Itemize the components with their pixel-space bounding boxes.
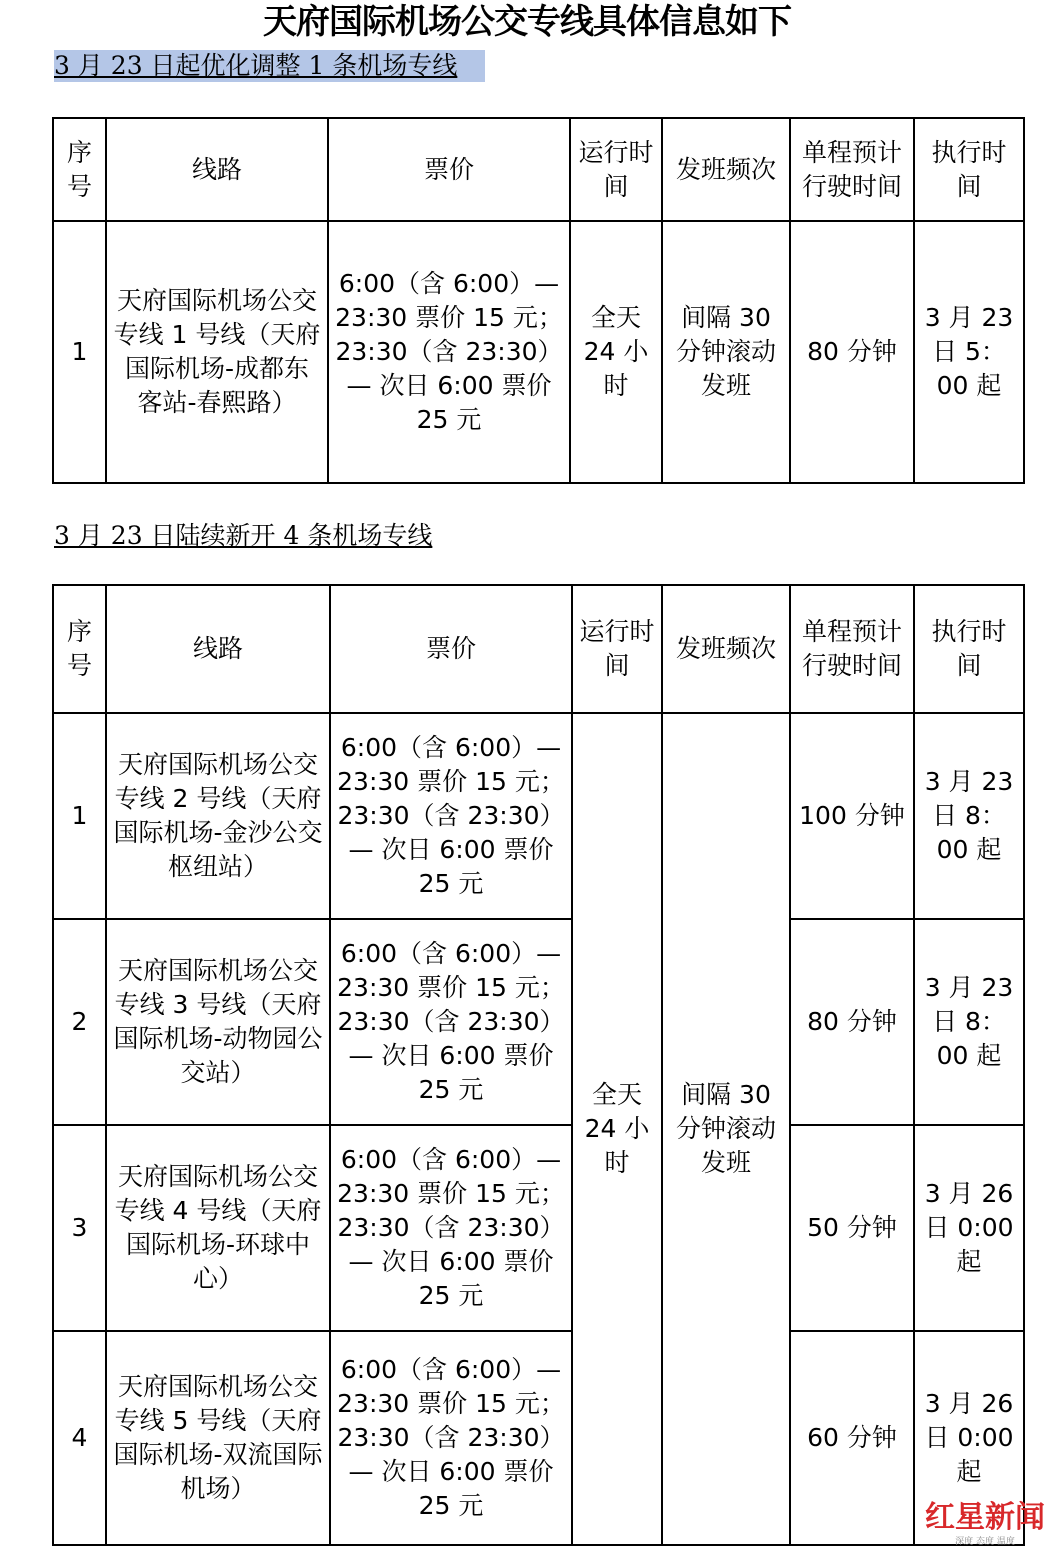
cell-fare: 6:00（含 6:00）— 23:30 票价 15 元；23:30（含 23:30）— 次日 6:00 票价 25 元 [328,221,570,483]
header-hours: 运行时间 [572,585,662,713]
table-optimized-line [52,117,1025,484]
cell-start: 3 月 23 日 5：00 起 [914,221,1024,483]
cell-duration: 60 分钟 [790,1331,914,1545]
cell-fare: 6:00（含 6:00）— 23:30 票价 15 元；23:30（含 23:30）— 次日 6:00 票价 25 元 [330,1331,572,1545]
watermark-name: 红星新闻 [925,1500,1045,1535]
cell-hours: 全天 24 小时 [572,713,662,1545]
table-row [53,221,1024,483]
cell-start: 3 月 26 日 0:00 起 [914,1125,1024,1331]
cell-start: 3 月 23 日 8：00 起 [914,713,1024,919]
cell-route: 天府国际机场公交专线 4 号线（天府国际机场-环球中心） [106,1125,330,1331]
cell-route: 天府国际机场公交专线 5 号线（天府国际机场-双流国际机场） [106,1331,330,1545]
table-header-row [53,118,1024,221]
table-row [53,713,1024,919]
cell-duration: 50 分钟 [790,1125,914,1331]
header-route: 线路 [106,118,328,221]
cell-route: 天府国际机场公交专线 1 号线（天府国际机场-成都东客站-春熙路） [106,221,328,483]
cell-fare: 6:00（含 6:00）— 23:30 票价 15 元；23:30（含 23:30）— 次日 6:00 票价 25 元 [330,1125,572,1331]
header-start: 执行时间 [914,118,1024,221]
cell-duration: 80 分钟 [790,919,914,1125]
header-no: 序号 [53,585,106,713]
page-title: 天府国际机场公交专线具体信息如下 [263,2,791,42]
cell-no: 1 [53,713,106,919]
section1-heading: 3 月 23 日起优化调整 1 条机场专线 [54,50,485,82]
table-header-row [53,585,1024,713]
header-fare: 票价 [330,585,572,713]
header-no: 序号 [53,118,106,221]
cell-frequency: 间隔 30 分钟滚动发班 [662,713,790,1545]
table-new-lines [52,584,1025,1546]
cell-start: 3 月 26 日 0:00 起 [914,1331,1024,1545]
cell-no: 1 [53,221,106,483]
cell-fare: 6:00（含 6:00）— 23:30 票价 15 元；23:30（含 23:30）— 次日 6:00 票价 25 元 [330,919,572,1125]
watermark-tagline: 深度 态度 温度 [955,1537,1015,1547]
cell-route: 天府国际机场公交专线 2 号线（天府国际机场-金沙公交枢纽站） [106,713,330,919]
table-row [53,919,1024,1125]
cell-frequency: 间隔 30 分钟滚动发班 [662,221,790,483]
cell-duration: 80 分钟 [790,221,914,483]
watermark-logo [915,1500,1054,1548]
cell-hours: 全天 24 小时 [570,221,662,483]
header-route: 线路 [106,585,330,713]
header-duration: 单程预计行驶时间 [790,585,914,713]
header-frequency: 发班频次 [662,585,790,713]
header-hours: 运行时间 [570,118,662,221]
cell-duration: 100 分钟 [790,713,914,919]
header-start: 执行时间 [914,585,1024,713]
section2-heading: 3 月 23 日陆续新开 4 条机场专线 [54,521,433,550]
header-fare: 票价 [328,118,570,221]
cell-no: 2 [53,919,106,1125]
table-row [53,1125,1024,1331]
table-row [53,1331,1024,1545]
cell-no: 4 [53,1331,106,1545]
cell-route: 天府国际机场公交专线 3 号线（天府国际机场-动物园公交站） [106,919,330,1125]
cell-fare: 6:00（含 6:00）— 23:30 票价 15 元；23:30（含 23:30）— 次日 6:00 票价 25 元 [330,713,572,919]
cell-start: 3 月 23 日 8：00 起 [914,919,1024,1125]
header-duration: 单程预计行驶时间 [790,118,914,221]
cell-no: 3 [53,1125,106,1331]
header-frequency: 发班频次 [662,118,790,221]
